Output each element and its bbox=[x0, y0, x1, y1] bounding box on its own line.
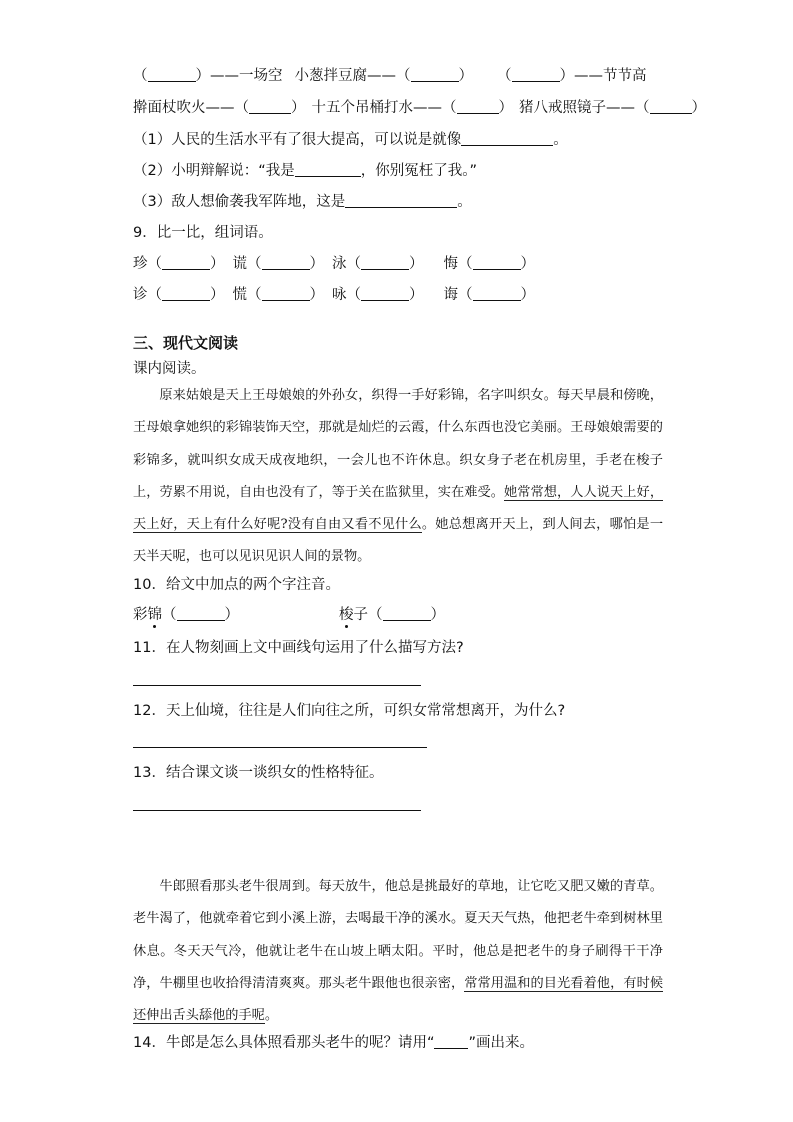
paren-close: ） bbox=[520, 256, 535, 272]
answer-blank[interactable] bbox=[361, 285, 409, 301]
paren-open: （ bbox=[368, 607, 383, 623]
q9-row-1 bbox=[133, 254, 535, 274]
section-heading: 三、现代文阅读 bbox=[133, 334, 239, 352]
xiehouyu-text: ——节节高 bbox=[574, 68, 647, 84]
paren-open: （ bbox=[442, 100, 457, 116]
answer-blank[interactable] bbox=[345, 192, 457, 208]
q11-answer-line[interactable] bbox=[133, 685, 421, 686]
underlined-sentence: 她常常想，人人说天上好，天上好，天上有什么好呢?没有自由又看不见什么 bbox=[133, 484, 664, 533]
question-text: （2）小明辩解说：“我是 bbox=[133, 163, 295, 179]
answer-blank[interactable] bbox=[383, 605, 431, 621]
character: 诲 bbox=[443, 287, 458, 303]
xiehouyu-row-1 bbox=[133, 66, 647, 86]
character: 泳 bbox=[332, 256, 347, 272]
underlined-sentence: 常常用温和的目光看着他，有时候还伸出舌头舔他的手呢 bbox=[133, 975, 664, 1024]
paren-open: （ bbox=[497, 68, 512, 84]
q10-answers bbox=[133, 605, 445, 625]
paren-open: （ bbox=[247, 287, 262, 303]
xiehouyu-q3 bbox=[133, 192, 472, 212]
q9-row-2 bbox=[133, 285, 535, 305]
answer-blank[interactable] bbox=[295, 161, 361, 177]
paren-open: （ bbox=[234, 100, 249, 116]
answer-blank[interactable] bbox=[461, 130, 553, 146]
answer-blank[interactable] bbox=[148, 66, 196, 82]
character: 慌 bbox=[232, 287, 247, 303]
paren-close: ） bbox=[291, 100, 306, 116]
passage-niulang bbox=[133, 871, 663, 1032]
answer-blank[interactable] bbox=[457, 98, 499, 114]
passage-text: 。 bbox=[264, 1008, 279, 1024]
paren-close: ） bbox=[409, 287, 424, 303]
question-text: （1）人民的生活水平有了很大提高，可以说是就像 bbox=[133, 132, 462, 148]
paren-open: （ bbox=[458, 256, 473, 272]
answer-blank[interactable] bbox=[411, 66, 459, 82]
xiehouyu-row-2 bbox=[133, 98, 706, 118]
paren-close: ） bbox=[309, 287, 324, 303]
paren-open: （ bbox=[147, 287, 162, 303]
xiehouyu-text: 猪八戒照镜子—— bbox=[519, 100, 635, 116]
question-title: 9．比一比，组词语。 bbox=[133, 225, 273, 241]
q11-title: 11．在人物刻画上文中画线句运用了什么描写方法? bbox=[133, 640, 464, 656]
answer-blank[interactable] bbox=[512, 66, 560, 82]
paren-open: （ bbox=[458, 287, 473, 303]
character: 珍 bbox=[133, 256, 148, 272]
paren-open: （ bbox=[635, 100, 650, 116]
paren-open: （ bbox=[162, 607, 177, 623]
paren-close: ） bbox=[458, 68, 473, 84]
character: 咏 bbox=[332, 287, 347, 303]
paren-close: ） bbox=[195, 68, 210, 84]
question-text: （3）敌人想偷袭我军阵地，这是 bbox=[133, 194, 346, 210]
xiehouyu-q2 bbox=[133, 161, 477, 181]
paren-close: ） bbox=[559, 68, 574, 84]
paren-open: （ bbox=[396, 68, 411, 84]
passage-text: 。她总想离开天上，到人间去，哪怕是一天半天呢，也可以见识见识人间的景物。 bbox=[133, 517, 664, 565]
xiehouyu-text: 小葱拌豆腐—— bbox=[294, 68, 396, 84]
answer-blank[interactable] bbox=[361, 254, 409, 270]
dotted-char: 梭 bbox=[339, 607, 354, 623]
paren-close: ） bbox=[498, 100, 513, 116]
paren-close: ） bbox=[224, 607, 239, 623]
paren-close: ） bbox=[430, 607, 445, 623]
answer-blank[interactable] bbox=[162, 254, 210, 270]
passage-zhinv bbox=[133, 380, 663, 574]
character: 谎 bbox=[232, 256, 247, 272]
xiehouyu-text: ——一场空 bbox=[210, 68, 283, 84]
paren-open: （ bbox=[346, 287, 361, 303]
q9-title bbox=[133, 223, 273, 243]
word-char: 子 bbox=[353, 607, 368, 623]
paren-close: ） bbox=[309, 256, 324, 272]
underline-sample bbox=[434, 1033, 468, 1049]
character: 悔 bbox=[443, 256, 458, 272]
paren-close: ） bbox=[409, 256, 424, 272]
paren-open: （ bbox=[247, 256, 262, 272]
passage-text: 原来姑娘是天上王母娘娘的外孙女，织得一手好彩锦，名字叫织女。每天早晨和傍晚，王母娘拿她织的彩锦装饰天空，那就是灿烂的云霞，什么东西也没它美丽。王母娘娘需要的彩锦多，就叫织女成天成夜地织，一会儿也不许休息。织女身子老在机房里，手老在梭子上，劳累不用说，自由也没有了，等于关在监狱里，实在难受。 bbox=[133, 388, 663, 500]
xiehouyu-text: 十五个吊桶打水—— bbox=[311, 100, 442, 116]
q13-title: 13．结合课文谈一谈织女的性格特征。 bbox=[133, 765, 384, 781]
paren-close: ） bbox=[210, 287, 225, 303]
answer-blank[interactable] bbox=[262, 285, 310, 301]
answer-blank[interactable] bbox=[249, 98, 291, 114]
question-text: ”画出来。 bbox=[468, 1035, 534, 1051]
dotted-char: 锦 bbox=[147, 607, 162, 623]
paren-close: ） bbox=[210, 256, 225, 272]
paren-open: （ bbox=[133, 68, 148, 84]
q12-answer-line[interactable] bbox=[133, 747, 427, 748]
question-text: ，你别冤枉了我。” bbox=[360, 163, 478, 179]
paren-close: ） bbox=[691, 100, 706, 116]
answer-blank[interactable] bbox=[650, 98, 692, 114]
period: 。 bbox=[553, 132, 568, 148]
passage-text: 牛郎照看那头老牛很周到。每天放牛，他总是挑最好的草地，让它吃又肥又嫩的青草。老牛渴了，他就牵着它到小溪上游，去喝最干净的溪水。夏天天气热，他把老牛牵到树林里休息。冬天天气冷，他就让老牛在山坡上晒太阳。平时，他总是把老牛的身子刷得干干净净，牛棚里也收拾得清清爽爽。那头老牛跟他也很亲密， bbox=[133, 879, 663, 991]
answer-blank[interactable] bbox=[162, 285, 210, 301]
section-subheading: 课内阅读。 bbox=[133, 361, 206, 377]
paren-close: ） bbox=[520, 287, 535, 303]
character: 诊 bbox=[133, 287, 148, 303]
q13-answer-line[interactable] bbox=[133, 810, 421, 811]
paren-open: （ bbox=[147, 256, 162, 272]
paren-open: （ bbox=[346, 256, 361, 272]
word-char: 彩 bbox=[133, 607, 148, 623]
answer-blank[interactable] bbox=[262, 254, 310, 270]
period: 。 bbox=[457, 194, 472, 210]
q10-title: 10．给文中加点的两个字注音。 bbox=[133, 577, 340, 593]
answer-blank[interactable] bbox=[177, 605, 225, 621]
q12-title: 12．天上仙境，往往是人们向往之所，可织女常常想离开，为什么? bbox=[133, 703, 566, 719]
question-text: 14．牛郎是怎么具体照看那头老牛的呢？请用“ bbox=[133, 1035, 435, 1051]
q14-title bbox=[133, 1033, 534, 1053]
xiehouyu-text: 擀面杖吹火—— bbox=[133, 100, 235, 116]
answer-blank[interactable] bbox=[473, 254, 521, 270]
xiehouyu-q1 bbox=[133, 130, 568, 150]
answer-blank[interactable] bbox=[473, 285, 521, 301]
